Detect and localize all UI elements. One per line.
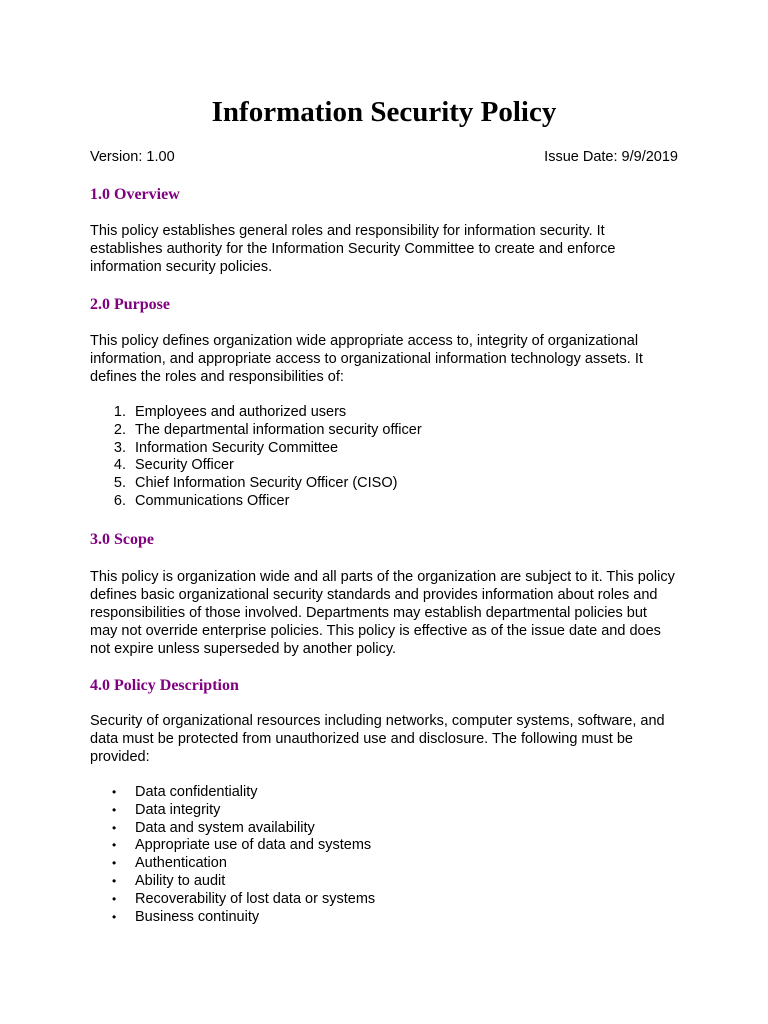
version-label: Version: 1.00 (90, 149, 175, 165)
list-item (90, 891, 678, 909)
policy-description-paragraph: Security of organizational resources including networks, computer systems, software, and data must be protected from unauthorized use and disclosure. The following must be provided: (90, 713, 665, 765)
bullet-icon: • (112, 820, 117, 835)
list-item (90, 820, 678, 838)
list-item (90, 440, 678, 458)
section-heading-overview: 1.0 Overview (90, 186, 180, 203)
bullet-icon: • (112, 909, 117, 924)
list-item-text: Security Officer (135, 457, 234, 474)
document-meta (90, 148, 678, 166)
requirements-list (90, 784, 678, 926)
overview-paragraph: This policy establishes general roles and responsibility for information security. It establishes authority for the Information Security Committee to create and enforce information security policies. (90, 223, 616, 275)
list-item-text: Employees and authorized users (135, 404, 347, 420)
bullet-icon: • (112, 838, 117, 853)
bullet-icon: • (112, 802, 117, 817)
list-item-text: Data and system availability (135, 819, 315, 836)
roles-list (90, 404, 678, 511)
list-item-text: Recoverability of lost data or systems (135, 890, 376, 907)
purpose-paragraph: This policy defines organization wide appropriate access to, integrity of organizational information, and appropriate access to organizational information technology assets. It defines the roles and responsibilities of: (90, 333, 643, 385)
list-marker: 5. (113, 475, 126, 492)
list-item (90, 873, 678, 891)
list-item-text: The departmental information security officer (135, 421, 422, 438)
list-item (90, 457, 678, 475)
list-item-text: Appropriate use of data and systems (135, 837, 372, 854)
list-item (90, 802, 678, 820)
list-item-text: Business continuity (135, 908, 260, 925)
list-item (90, 855, 678, 873)
list-item (90, 909, 678, 927)
bullet-icon: • (112, 873, 117, 888)
list-item (90, 404, 678, 422)
section-heading-purpose: 2.0 Purpose (90, 296, 170, 313)
list-item-text: Authentication (135, 855, 227, 872)
list-marker: 1. (113, 404, 126, 420)
list-item-text: Data confidentiality (135, 784, 258, 800)
document-title: Information Security Policy (211, 96, 557, 128)
scope-paragraph: This policy is organization wide and all parts of the organization are subject to it. This policy defines basic organizational security standards and provides information about roles and responsibilities of those involved. Departments may establish departmental policies but may not override enterprise policies. This policy is effective as of the issue date and does not expire unless superseded by another policy. (90, 569, 675, 657)
list-marker: 6. (113, 492, 126, 509)
bullet-icon: • (112, 785, 117, 799)
list-item (90, 784, 678, 802)
list-item (90, 493, 678, 511)
list-item-text: Chief Information Security Officer (CISO) (135, 475, 398, 492)
bullet-icon: • (112, 856, 117, 871)
list-item (90, 475, 678, 493)
issue-date-label: Issue Date: 9/9/2019 (544, 149, 678, 165)
list-item-text: Communications Officer (135, 492, 290, 509)
bullet-icon: • (112, 891, 117, 906)
list-marker: 4. (113, 457, 126, 474)
list-item (90, 837, 678, 855)
section-heading-scope: 3.0 Scope (90, 531, 154, 548)
list-item-text: Ability to audit (135, 872, 226, 889)
section-heading-policy-description: 4.0 Policy Description (90, 677, 239, 694)
list-item (90, 422, 678, 440)
list-marker: 2. (113, 421, 126, 438)
list-item-text: Information Security Committee (135, 439, 339, 456)
list-item-text: Data integrity (135, 801, 221, 818)
list-marker: 3. (113, 439, 126, 456)
